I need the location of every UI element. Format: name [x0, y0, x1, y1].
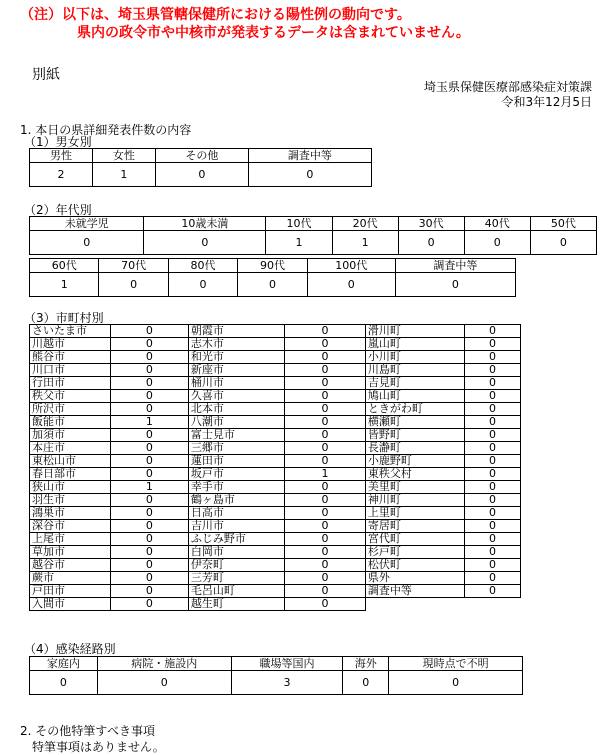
age-table-1 — [29, 216, 597, 255]
municipality-row — [30, 416, 521, 429]
municipality-name: 朝霞市 — [188, 325, 284, 338]
municipality-name: ふじみ野市 — [188, 533, 284, 546]
age-header-cell: 90代 — [238, 259, 307, 273]
municipality-count: 0 — [285, 364, 366, 377]
age-header-cell: 10代 — [266, 217, 332, 231]
municipality-count: 0 — [465, 481, 521, 494]
municipality-count: 0 — [465, 338, 521, 351]
age-header-cell: 50代 — [530, 217, 596, 231]
section-heading: 1. 本日の県詳細発表件数の内容 — [20, 123, 192, 137]
municipality-row — [30, 442, 521, 455]
municipality-count: 0 — [285, 585, 366, 598]
attachment-label: 別紙 — [32, 67, 60, 83]
municipality-name: 川越市 — [30, 338, 111, 351]
municipality-name: 飯能市 — [30, 416, 111, 429]
municipality-count: 0 — [285, 455, 366, 468]
municipality-name: 鳩山町 — [365, 390, 464, 403]
municipality-name: 戸田市 — [30, 585, 111, 598]
municipality-count: 1 — [110, 481, 188, 494]
municipality-count: 0 — [285, 598, 366, 611]
municipality-count: 0 — [110, 442, 188, 455]
municipality-count: 0 — [110, 364, 188, 377]
age-header-cell: 30代 — [398, 217, 464, 231]
municipality-row — [30, 598, 521, 611]
municipality-name: 羽生市 — [30, 494, 111, 507]
municipality-count: 0 — [110, 403, 188, 416]
route-value-cell: 0 — [30, 671, 98, 695]
municipality-name: 越谷市 — [30, 559, 111, 572]
municipality-count: 0 — [110, 429, 188, 442]
municipality-name: 久喜市 — [188, 390, 284, 403]
municipality-count: 0 — [465, 429, 521, 442]
age-header-row-2 — [30, 259, 516, 273]
municipality-count: 0 — [465, 559, 521, 572]
age-header-cell: 70代 — [99, 259, 168, 273]
municipality-row — [30, 494, 521, 507]
route-table — [29, 656, 523, 695]
route-title: （4）感染経路別 — [24, 642, 116, 656]
age-value-cell: 0 — [144, 231, 266, 255]
municipality-name: 寄居町 — [365, 520, 464, 533]
municipality-count: 0 — [110, 390, 188, 403]
age-value-cell: 0 — [99, 273, 168, 297]
municipality-name: 松伏町 — [365, 559, 464, 572]
municipality-count: 0 — [285, 507, 366, 520]
municipality-name: 調査中等 — [365, 585, 464, 598]
municipality-row — [30, 481, 521, 494]
municipality-name: 県外 — [365, 572, 464, 585]
municipality-count: 0 — [465, 507, 521, 520]
municipality-name: 滑川町 — [365, 325, 464, 338]
age-header-cell: 80代 — [168, 259, 237, 273]
age-header-cell: 40代 — [464, 217, 530, 231]
municipality-name: 深谷市 — [30, 520, 111, 533]
municipality-row — [30, 364, 521, 377]
municipality-count: 0 — [110, 351, 188, 364]
municipality-name: 長瀞町 — [365, 442, 464, 455]
municipality-name: 本庄市 — [30, 442, 111, 455]
age-header-cell: 10歳未満 — [144, 217, 266, 231]
municipality-count: 0 — [110, 507, 188, 520]
municipality-count: 0 — [285, 325, 366, 338]
municipality-name: 吉見町 — [365, 377, 464, 390]
municipality-row — [30, 390, 521, 403]
municipality-count: 0 — [285, 377, 366, 390]
municipality-count: 0 — [110, 572, 188, 585]
municipality-name: 宮代町 — [365, 533, 464, 546]
route-header-cell: 職場等国内 — [231, 657, 343, 671]
gender-header-row — [30, 149, 372, 163]
municipality-count: 0 — [285, 338, 366, 351]
age-value-row-1 — [30, 231, 597, 255]
municipality-count: 0 — [465, 390, 521, 403]
route-header-cell: 家庭内 — [30, 657, 98, 671]
municipality-count: 0 — [285, 494, 366, 507]
other-body: 特筆事項はありません。 — [32, 740, 165, 754]
municipality-name: 川口市 — [30, 364, 111, 377]
municipality-name: 東松山市 — [30, 455, 111, 468]
age-header-cell: 20代 — [332, 217, 398, 231]
municipality-name: 川島町 — [365, 364, 464, 377]
municipality-name: 幸手市 — [188, 481, 284, 494]
municipality-name: 杉戸町 — [365, 546, 464, 559]
municipality-row — [30, 325, 521, 338]
age-value-cell: 0 — [30, 231, 144, 255]
municipality-row — [30, 403, 521, 416]
municipality-name: 桶川市 — [188, 377, 284, 390]
municipality-count: 0 — [465, 533, 521, 546]
municipality-count: 0 — [465, 377, 521, 390]
municipality-title: （3）市町村別 — [24, 311, 104, 325]
municipality-row — [30, 520, 521, 533]
route-header-cell: 病院・施設内 — [97, 657, 231, 671]
municipality-count: 0 — [465, 520, 521, 533]
age-value-cell: 0 — [464, 231, 530, 255]
age-title: （2）年代別 — [24, 203, 92, 217]
municipality-count: 1 — [285, 468, 366, 481]
municipality-count: 0 — [110, 325, 188, 338]
municipality-name: 皆野町 — [365, 429, 464, 442]
municipality-count: 0 — [465, 468, 521, 481]
municipality-row — [30, 585, 521, 598]
department-name: 埼玉県保健医療部感染症対策課 — [423, 80, 592, 94]
municipality-name: 伊奈町 — [188, 559, 284, 572]
age-value-cell: 0 — [307, 273, 395, 297]
municipality-name: 和光市 — [188, 351, 284, 364]
notice-line-2: 県内の政令市や中核市が発表するデータは含まれていません。 — [77, 25, 470, 41]
municipality-row — [30, 351, 521, 364]
age-header-cell: 調査中等 — [395, 259, 515, 273]
municipality-name: 小川町 — [365, 351, 464, 364]
municipality-count: 0 — [285, 403, 366, 416]
gender-table — [29, 148, 372, 187]
municipality-row — [30, 468, 521, 481]
municipality-count: 0 — [465, 546, 521, 559]
municipality-row — [30, 377, 521, 390]
gender-header-cell: 男性 — [30, 149, 93, 163]
municipality-name: 上尾市 — [30, 533, 111, 546]
municipality-count: 0 — [285, 429, 366, 442]
municipality-name: 蕨市 — [30, 572, 111, 585]
other-heading: 2. その他特筆すべき事項 — [20, 724, 156, 738]
gender-value-cell: 0 — [155, 163, 248, 187]
municipality-row — [30, 572, 521, 585]
municipality-name: 越生町 — [188, 598, 284, 611]
municipality-name: 志木市 — [188, 338, 284, 351]
municipality-name: 上里町 — [365, 507, 464, 520]
municipality-name: 草加市 — [30, 546, 111, 559]
gender-value-cell: 2 — [30, 163, 93, 187]
municipality-count: 0 — [110, 338, 188, 351]
municipality-table — [29, 324, 521, 611]
municipality-count: 0 — [110, 559, 188, 572]
municipality-name: 美里町 — [365, 481, 464, 494]
gender-title: （1）男女別 — [24, 135, 92, 149]
municipality-count: 0 — [285, 390, 366, 403]
municipality-count: 0 — [285, 572, 366, 585]
age-header-cell: 未就学児 — [30, 217, 144, 231]
route-value-cell: 0 — [343, 671, 389, 695]
age-value-cell: 0 — [395, 273, 515, 297]
municipality-count: 0 — [285, 520, 366, 533]
municipality-name: 吉川市 — [188, 520, 284, 533]
municipality-name: 八潮市 — [188, 416, 284, 429]
gender-value-cell: 1 — [92, 163, 155, 187]
municipality-count: 0 — [465, 494, 521, 507]
municipality-name: 行田市 — [30, 377, 111, 390]
municipality-count: 0 — [285, 351, 366, 364]
municipality-count: 0 — [110, 533, 188, 546]
header-info — [424, 80, 592, 110]
municipality-row — [30, 429, 521, 442]
age-value-row-2 — [30, 273, 516, 297]
municipality-name: 春日部市 — [30, 468, 111, 481]
municipality-count: 0 — [465, 455, 521, 468]
municipality-name: 秩父市 — [30, 390, 111, 403]
age-value-cell: 1 — [266, 231, 332, 255]
route-header-cell: 海外 — [343, 657, 389, 671]
municipality-name: 神川町 — [365, 494, 464, 507]
municipality-name: 毛呂山町 — [188, 585, 284, 598]
municipality-name: 三郷市 — [188, 442, 284, 455]
municipality-name: さいたま市 — [30, 325, 111, 338]
municipality-count: 0 — [110, 455, 188, 468]
notice — [20, 6, 600, 42]
municipality-row — [30, 533, 521, 546]
municipality-count: 0 — [465, 585, 521, 598]
age-header-cell: 60代 — [30, 259, 99, 273]
municipality-count: 0 — [465, 364, 521, 377]
gender-value-row — [30, 163, 372, 187]
route-value-cell: 0 — [389, 671, 523, 695]
municipality-name: 東秩父村 — [365, 468, 464, 481]
notice-line-1: （注）以下は、埼玉県管轄保健所における陽性例の動向です。 — [20, 7, 411, 23]
route-header-row — [30, 657, 523, 671]
route-value-cell: 0 — [97, 671, 231, 695]
municipality-count: 0 — [465, 403, 521, 416]
route-value-cell: 3 — [231, 671, 343, 695]
municipality-count: 0 — [285, 416, 366, 429]
municipality-name: 三芳町 — [188, 572, 284, 585]
municipality-name: 白岡市 — [188, 546, 284, 559]
municipality-row — [30, 559, 521, 572]
municipality-name: 加須市 — [30, 429, 111, 442]
municipality-count: 0 — [285, 481, 366, 494]
age-value-cell: 0 — [168, 273, 237, 297]
municipality-name: 所沢市 — [30, 403, 111, 416]
municipality-name: 熊谷市 — [30, 351, 111, 364]
municipality-name: 狭山市 — [30, 481, 111, 494]
age-value-cell: 1 — [332, 231, 398, 255]
age-value-cell: 0 — [398, 231, 464, 255]
municipality-count: 0 — [110, 585, 188, 598]
municipality-name: 小鹿野町 — [365, 455, 464, 468]
municipality-count: 0 — [465, 416, 521, 429]
municipality-row — [30, 338, 521, 351]
municipality-row — [30, 546, 521, 559]
municipality-row — [30, 455, 521, 468]
municipality-name: 新座市 — [188, 364, 284, 377]
route-value-row — [30, 671, 523, 695]
municipality-count: 0 — [465, 351, 521, 364]
municipality-count: 0 — [465, 442, 521, 455]
age-header-cell: 100代 — [307, 259, 395, 273]
municipality-count: 0 — [110, 468, 188, 481]
municipality-count: 1 — [110, 416, 188, 429]
municipality-count: 0 — [465, 325, 521, 338]
municipality-count: 0 — [110, 494, 188, 507]
age-value-cell: 0 — [530, 231, 596, 255]
municipality-count: 0 — [110, 598, 188, 611]
municipality-row — [30, 507, 521, 520]
municipality-name: 鶴ヶ島市 — [188, 494, 284, 507]
municipality-name: 蓮田市 — [188, 455, 284, 468]
municipality-name: 鴻巣市 — [30, 507, 111, 520]
municipality-name: 富士見市 — [188, 429, 284, 442]
municipality-name: 嵐山町 — [365, 338, 464, 351]
municipality-name: 坂戸市 — [188, 468, 284, 481]
route-header-cell: 現時点で不明 — [389, 657, 523, 671]
municipality-count: 0 — [285, 546, 366, 559]
municipality-count — [465, 598, 521, 611]
municipality-name: 入間市 — [30, 598, 111, 611]
gender-header-cell: 女性 — [92, 149, 155, 163]
gender-header-cell: その他 — [155, 149, 248, 163]
gender-value-cell: 0 — [248, 163, 371, 187]
municipality-name — [365, 598, 464, 611]
age-table-2 — [29, 258, 516, 297]
age-header-row-1 — [30, 217, 597, 231]
municipality-count: 0 — [285, 442, 366, 455]
municipality-count: 0 — [110, 520, 188, 533]
gender-header-cell: 調査中等 — [248, 149, 371, 163]
municipality-name: 横瀬町 — [365, 416, 464, 429]
municipality-count: 0 — [110, 377, 188, 390]
municipality-count: 0 — [285, 533, 366, 546]
municipality-name: 北本市 — [188, 403, 284, 416]
report-date: 令和3年12月5日 — [501, 95, 592, 109]
municipality-name: ときがわ町 — [365, 403, 464, 416]
municipality-name: 日高市 — [188, 507, 284, 520]
municipality-count: 0 — [110, 546, 188, 559]
age-value-cell: 1 — [30, 273, 99, 297]
municipality-count: 0 — [465, 572, 521, 585]
age-value-cell: 0 — [238, 273, 307, 297]
municipality-count: 0 — [285, 559, 366, 572]
